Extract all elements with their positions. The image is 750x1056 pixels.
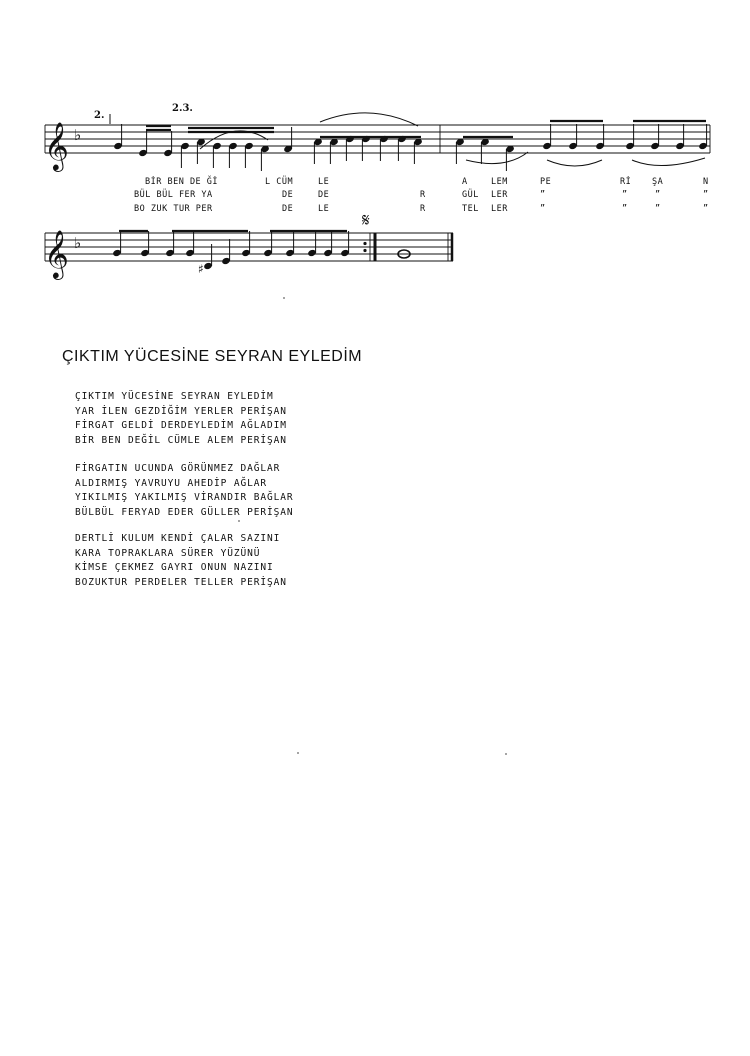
lyric-syllable: LE (318, 204, 330, 214)
lyric-syllable: DE (282, 190, 294, 200)
ditto-mark: ” (622, 204, 628, 214)
lyric-syllable: L CÜM (265, 177, 294, 187)
ditto-mark: ” (703, 204, 709, 214)
stanza-2 (75, 462, 293, 520)
ditto-mark: ” (622, 190, 628, 200)
lyrics-row-2 (134, 189, 709, 200)
lyric-syllable: Rİ (620, 177, 632, 187)
verse-line: FİRGATIN UCUNDA GÖRÜNMEZ DAĞLAR (75, 463, 281, 474)
verse-line: KİMSE ÇEKMEZ GAYRI ONUN NAZINI (75, 562, 274, 573)
lyric-syllable: R (420, 204, 426, 214)
lyric-syllable: DE (318, 190, 330, 200)
lyrics-row-1 (145, 175, 709, 187)
verse-line: BİR BEN DEĞİL CÜMLE ALEM PERİŞAN (75, 434, 287, 446)
verse-line: YAR İLEN GEZDİĞİM YERLER PERİŞAN (75, 405, 287, 417)
lyric-syllable: N (703, 177, 709, 187)
ditto-mark: ” (655, 204, 661, 214)
verse-line: DERTLİ KULUM KENDİ ÇALAR SAZINI (75, 533, 281, 544)
staff-2 (45, 233, 453, 261)
paper-speck (297, 752, 299, 754)
lyric-syllable: GÜL (462, 190, 479, 200)
song-title: ÇIKTIM YÜCESİNE SEYRAN EYLEDİM (62, 348, 363, 365)
verse-line: ÇIKTIM YÜCESİNE SEYRAN EYLEDİM (75, 391, 274, 402)
staff-1 (45, 125, 710, 153)
stanza-3 (75, 532, 287, 590)
verse-line: FİRGAT GELDİ DERDEYLEDİM AĞLADIM (75, 420, 287, 431)
lyric-syllable: BO ZUK TUR PER (134, 204, 213, 214)
verse-line: BÜLBÜL FERYAD EDER GÜLLER PERİŞAN (75, 506, 294, 518)
ditto-mark: ” (540, 190, 546, 200)
verse-line: ALDIRMIŞ YAVRUYU AHEDİP AĞLAR (75, 477, 267, 489)
lyric-syllable: PE (540, 177, 552, 187)
staff-1-slurs (200, 113, 705, 166)
lyric-syllable: A (462, 177, 468, 187)
paper-speck (505, 753, 507, 755)
key-signature-flat: ♭ (74, 126, 82, 144)
ditto-mark: ” (540, 204, 546, 214)
lyric-syllable: BÜL BÜL FER YA (134, 190, 213, 200)
volta-number-2: 2.3. (172, 103, 193, 114)
volta-number-1: 2. (94, 110, 105, 121)
treble-clef-icon: 𝄞 (44, 121, 69, 170)
sharp-icon: ♯ (198, 262, 204, 276)
sheet-music (0, 0, 750, 300)
lyric-syllable: DE (282, 204, 294, 214)
lyrics-row-3 (134, 204, 709, 214)
segno-icon: 𝄋 (362, 210, 370, 231)
lyric-syllable: TEL (462, 204, 479, 214)
lyric-syllable: R (420, 190, 426, 200)
verse-line: KARA TOPRAKLARA SÜRER YÜZÜNÜ (75, 547, 261, 559)
lyric-syllable: ŞA (652, 177, 664, 187)
paper-speck (283, 297, 285, 299)
ditto-mark: ” (655, 190, 661, 200)
lyric-syllable: LER (491, 204, 508, 214)
lyric-syllable: LEM (491, 177, 508, 187)
verse-line: BOZUKTUR PERDELER TELLER PERİŞAN (75, 576, 287, 588)
stanza-1 (75, 390, 287, 448)
paper-speck (238, 520, 240, 522)
staff-1-beams (146, 121, 706, 137)
treble-clef-icon: 𝄞 (44, 229, 69, 278)
lyric-syllable: BİR BEN DE Ğİ (145, 177, 219, 187)
ditto-mark: ” (703, 190, 709, 200)
lyric-syllable: LE (318, 177, 330, 187)
lyric-syllable: LER (491, 190, 508, 200)
key-signature-flat: ♭ (74, 234, 82, 252)
staff-2-notes (112, 231, 350, 270)
verse-line: YIKILMIŞ YAKILMIŞ VİRANDIR BAĞLAR (75, 492, 294, 503)
